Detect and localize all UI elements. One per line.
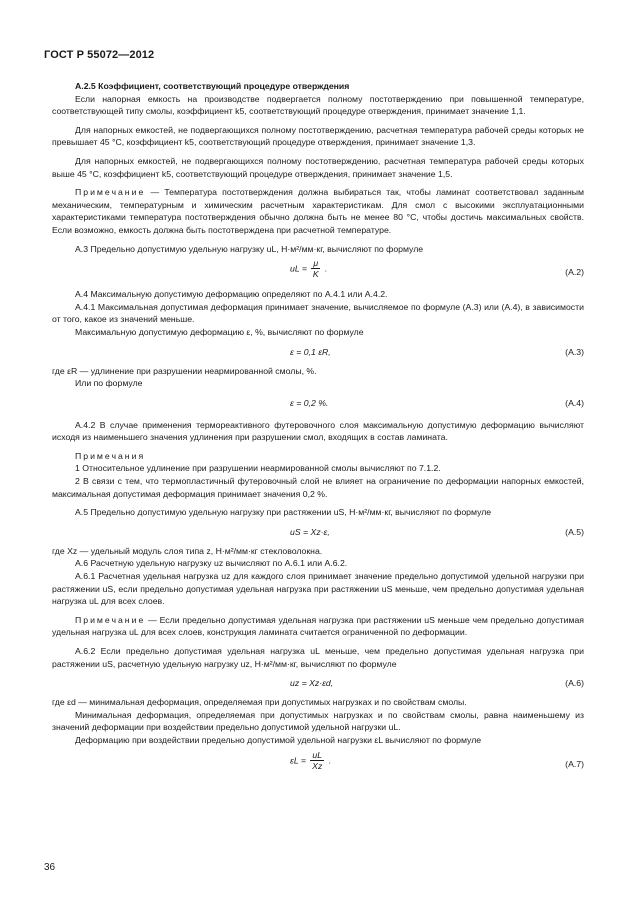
note-a25: [52, 186, 584, 236]
formula-a2-number: (А.2): [565, 267, 584, 278]
paragraph-a4-4: А.4.2 В случае применения термореактивного футеровочного слоя максимальную допустимую деформацию вычисляют исходя из наименьшего значения удлинения при разрушении смол, входящих в состав ламината.: [52, 419, 584, 443]
paragraph-a25-2: Для напорных емкостей, не подвергающихся полному постотверждению, расчетная температура рабочей среды которых не превышает 45 °С, коэффициент k5, соответствующий процедуре отверждения, принимает значение 1,3.: [52, 124, 584, 148]
paragraph-a6-1: А.6 Расчетную удельную нагрузку uz вычисляют по А.6.1 или А.6.2.: [75, 558, 348, 569]
where-a6: где εd — минимальная деформация, определяемая при допустимых нагрузках и по свойствам смолы.: [52, 697, 467, 708]
formula-a5-number: (А.5): [565, 526, 584, 537]
formula-a5: [52, 519, 584, 545]
paragraph-a6-2: А.6.1 Расчетная удельная нагрузка uz для каждого слоя принимает значение предельно допустимой удельной нагрузки при растяжении uS, если предельно допустимая удельная нагрузка при растяжении uS меньше, чем предельно допустимая удельная нагрузка uL для всех слоев.: [52, 571, 584, 607]
note-a4-1: 1 Относительное удлинение при разрушении неармированной смолы вычисляют по 7.1.2.: [75, 463, 441, 474]
formula-a2-expr: [290, 258, 327, 280]
formula-a5-expr: uS = Xz·ε,: [290, 526, 330, 537]
formula-a7: [52, 747, 584, 777]
paragraph-a6-3: А.6.2 Если предельно допустимая удельная нагрузка uL меньше, чем предельно допустимая удельная нагрузка при растяжении uS, расчетную удельную нагрузку uz, Н·м²/мм·кг, вычисляют по формуле: [52, 646, 584, 669]
where-a3: где εR — удлинение при разрушении неармированной смолы, %.: [52, 365, 317, 376]
formula-a2-fraction: [311, 258, 320, 280]
note-text: — Температура постотверждения должна выбираться так, чтобы ламинат соответствовал заданным механическим, температурным и химическим расчетным характеристикам. Для смол с высокими эксплуатационными характеристиками температура постотверждения обычно должна быть не менее 80 °С, чтобы достичь максимальных свойств. Если возможно, емкость должна быть постотверждена при расчетной температуре.: [52, 187, 584, 235]
where-a5: где Xz — удельный модуль слоя типа z, Н·м²/мм·кг стекловолокна.: [52, 545, 323, 556]
formula-a7-denominator: Xz: [312, 760, 323, 771]
page-number: 36: [44, 862, 56, 873]
note-a6-label: Примечание: [75, 614, 146, 625]
paragraph-a25-3: Для напорных емкостей, не подвергающихся полному постотверждению, расчетная температура рабочей среды которых выше 45 °С, коэффициент k5, соответствующий процедуре отверждения, принимает значение 1,5.: [52, 155, 584, 179]
note-a4-2: 2 В связи с тем, что термопластичный футеровочный слой не влияет на ограничение по деформации напорных емкостей, максимальная допустимая деформация принимает значения 0,2 %.: [52, 476, 584, 499]
note-a6-text: — Если предельно допустимая удельная нагрузка при растяжении uS меньше чем предельно допустимая удельная нагрузка uL для всех слоев, конструкция ламината считается ограниченной по деформации.: [52, 614, 584, 638]
paragraph-a6-5: Деформацию при воздействии предельно допустимой удельной нагрузки εL вычисляют по формуле: [75, 734, 482, 745]
formula-a6: [52, 670, 584, 696]
formula-a7-numerator: uL: [312, 749, 323, 760]
formula-a2-numerator: μ: [313, 258, 319, 269]
formula-a2-lhs: uL =: [290, 263, 307, 274]
paragraph-a4-1: А.4 Максимальную допустимую деформацию определяют по А.4.1 или А.4.2.: [75, 289, 388, 300]
formula-a7-lhs: εL =: [290, 754, 306, 765]
paragraph-a5: А.5 Предельно допустимую удельную нагрузку при растяжении uS, Н·м²/мм·кг, вычисляют по формуле: [75, 507, 492, 518]
formula-a4-number: (А.4): [565, 397, 584, 408]
paragraph-a25-1: Если напорная емкость на производстве подвергается полному постотверждению при повышенной температуре, соответствующей типу смолы, коэффициент k5, соответствующий процедуре отверждения, принимает значение 1,1.: [52, 93, 584, 117]
formula-a2-denominator: K: [312, 269, 319, 280]
formula-a2: [52, 255, 584, 285]
formula-a7-expr: [290, 750, 331, 772]
formula-a7-number: (А.7): [565, 758, 584, 769]
paragraph-a4-3: Максимальную допустимую деформацию ε, %, вычисляют по формуле: [75, 326, 364, 337]
formula-a6-expr: uz = Xz·εd,: [290, 678, 334, 689]
paragraph-a3: А.3 Предельно допустимую удельную нагрузку uL, Н·м²/мм·кг, вычисляют по формуле: [75, 243, 424, 254]
paragraph-or: Или по формуле: [75, 378, 143, 389]
formula-a4: [52, 390, 584, 416]
section-title-a25: А.2.5 Коэффициент, соответствующий процедуре отверждения: [75, 81, 350, 91]
note-a6: [52, 614, 584, 639]
formula-a7-fraction: [310, 750, 324, 772]
formula-a6-number: (А.6): [565, 678, 584, 689]
document-header: ГОСТ Р 55072—2012: [44, 49, 155, 61]
paragraph-a4-2: А.4.1 Максимальная допустимая деформация принимает значение, вычисляемое по формуле (А.3) или (А.4), в зависимости от того, какое из значений меньше.: [52, 301, 584, 325]
formula-a3: [52, 339, 584, 365]
formula-a2-tail: .: [324, 263, 328, 274]
formula-a3-expr: ε = 0,1 εR,: [290, 346, 331, 357]
formula-a7-tail: .: [328, 754, 331, 765]
paragraph-a6-4: Минимальная деформация, определяемая при допустимых нагрузках и по свойствам смолы, равна наименьшему из значений деформации при воздействии предельно допустимой удельной нагрузки uL.: [52, 709, 584, 733]
formula-a4-expr: ε = 0,2 %.: [290, 397, 329, 408]
note-label: Примечание: [75, 187, 146, 198]
formula-a3-number: (А.3): [565, 346, 584, 357]
page-content: [52, 80, 584, 777]
notes-label-a4: Примечания: [75, 450, 146, 461]
